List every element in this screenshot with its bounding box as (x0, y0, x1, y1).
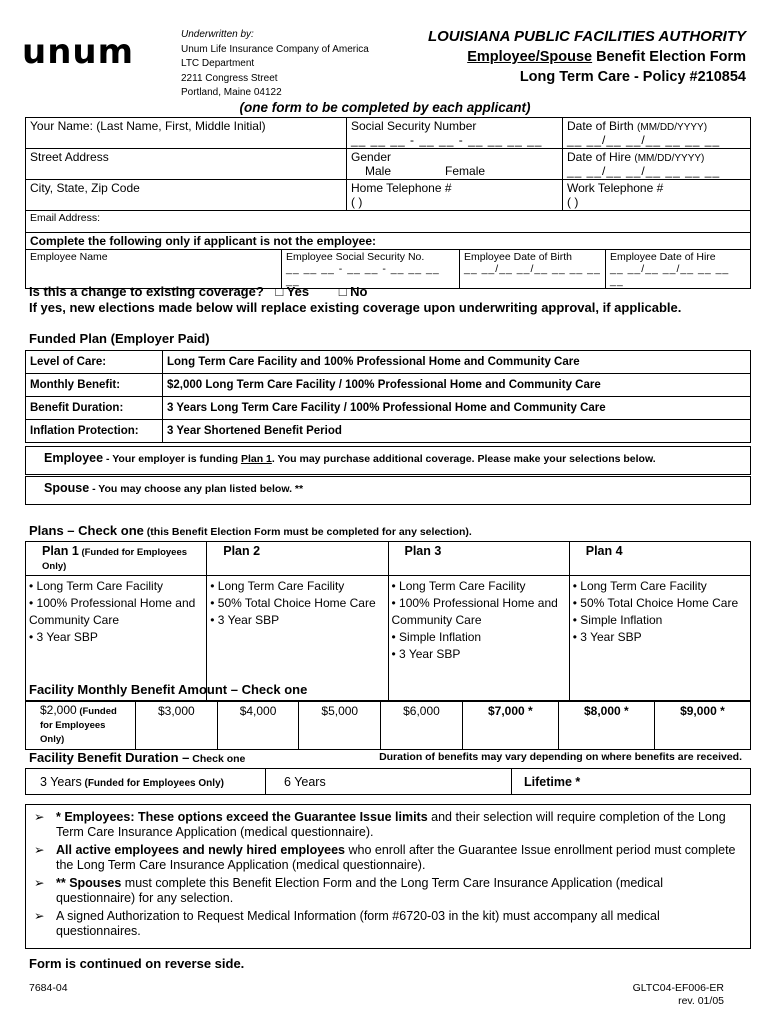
list-item: ➢ ** Spouses must complete this Benefit Election Form and the Long Term Care Insurance Application (medical questionnaire) for any selection. (34, 876, 664, 905)
arrow-bullet-icon: ➢ (34, 843, 45, 857)
table-row: Inflation Protection: 3 Year Shortened Benefit Period (26, 420, 751, 443)
amount-5000-option[interactable]: $5,000 (299, 701, 381, 750)
monthly-benefit-table (25, 700, 751, 750)
street-field[interactable]: Street Address (26, 149, 347, 180)
female-option[interactable]: Female (445, 164, 486, 178)
amount-9000-option[interactable]: $9,000 * (654, 701, 750, 750)
duration-heading: Facility Benefit Duration – Check one (29, 750, 246, 765)
amount-8000-option[interactable]: $8,000 * (558, 701, 654, 750)
duration-6-years-option[interactable]: 6 Years (266, 769, 512, 795)
plan-4-details: • Long Term Care Facility • 50% Total Choice Home Care • Simple Inflation • 3 Year SBP (569, 576, 750, 702)
policy-title: Long Term Care - Policy #210854 (519, 69, 746, 85)
subtitle-rest: Benefit Election Form (592, 49, 746, 65)
employee-ssn-field[interactable]: Employee Social Security No. __ __ __ - __ __ - __ __ __ __ (282, 250, 460, 289)
list-item: ➢ All active employees and newly hired employees who enroll after the Guarantee Issue enrollment period must complete the Long Term Care Insurance Application (medical questionnaire). (34, 843, 736, 872)
change-no-checkbox[interactable]: □ No (338, 284, 368, 299)
employee-heading: Complete the following only if applicant is not the employee: (26, 233, 751, 250)
form-subtitle (428, 49, 746, 65)
underwriter-line: Unum Life Insurance Company of America (181, 43, 369, 55)
applicant-table (25, 117, 751, 233)
funded-plan-heading: Funded Plan (Employer Paid) (29, 331, 210, 346)
plans-heading: Plans – Check one (this Benefit Election Form must be completed for any selection). (29, 523, 472, 538)
male-option[interactable]: Male (365, 164, 392, 178)
duration-lifetime-option[interactable]: Lifetime * (512, 769, 751, 795)
employee-hire-field[interactable]: Employee Date of Hire __ __/__ __/__ __ __ __ (606, 250, 751, 289)
email-field[interactable]: Email Address: (26, 211, 751, 233)
amount-4000-option[interactable]: $4,000 (217, 701, 299, 750)
plan-2-option[interactable]: Plan 2 (207, 542, 388, 576)
plan-1-details: • Long Term Care Facility • 100% Professional Home and Community Care • 3 Year SBP (26, 576, 207, 702)
amount-2000-option[interactable]: $2,000 (Funded for Employees Only) (26, 701, 136, 750)
arrow-bullet-icon: ➢ (34, 810, 45, 824)
plan-2-details: • Long Term Care Facility • 50% Total Choice Home Care • 3 Year SBP (207, 576, 388, 702)
underwriter-address (181, 28, 369, 101)
underwriter-line: Portland, Maine 04122 (181, 87, 282, 98)
work-phone-field[interactable]: Work Telephone # ( ) (563, 180, 751, 211)
one-form-note: (one form to be completed by each applicant) (239, 100, 531, 115)
amount-6000-option[interactable]: $6,000 (381, 701, 463, 750)
unum-logo: unum (22, 32, 135, 72)
change-yes-checkbox[interactable]: □ Yes (275, 284, 310, 299)
plan-3-option[interactable]: Plan 3 (388, 542, 569, 576)
list-item: ➢ * Employees: These options exceed the Guarantee Issue limits and their selection will require completion of the Long Term Care Insurance Application (medical questionnaire). (34, 810, 726, 839)
form-header (428, 28, 746, 85)
hire-field[interactable]: Date of Hire (MM/DD/YYYY) __ __/__ __/__ __ __ __ (563, 149, 751, 180)
underwriter-line: 2211 Congress Street (181, 72, 278, 84)
subtitle-underlined: Employee/Spouse (467, 49, 593, 65)
continued-note: Form is continued on reverse side. (29, 956, 245, 971)
plan-3-details: • Long Term Care Facility • 100% Professional Home and Community Care • Simple Inflation • 3 Year SBP (388, 576, 569, 702)
employee-dob-field[interactable]: Employee Date of Birth __ __/__ __/__ __ __ __ (460, 250, 606, 289)
gender-field[interactable]: Gender Male Female (347, 149, 563, 180)
duration-table (25, 768, 751, 795)
arrow-bullet-icon: ➢ (34, 909, 45, 923)
spouse-box: Spouse - You may choose any plan listed below. ** (25, 476, 751, 505)
ssn-field[interactable]: Social Security Number __ __ __ - __ __ - __ __ __ __ (347, 118, 563, 149)
duration-note: Duration of benefits may vary depending on where benefits are received. (379, 751, 742, 763)
amount-7000-option[interactable]: $7,000 * (462, 701, 558, 750)
underwriter-line: LTC Department (181, 58, 255, 69)
change-note: If yes, new elections made below will replace existing coverage upon underwriting approval, if applicable. (29, 300, 682, 315)
dob-field[interactable]: Date of Birth (MM/DD/YYYY) __ __/__ __/__ __ __ __ (563, 118, 751, 149)
table-row: Monthly Benefit: $2,000 Long Term Care Facility / 100% Professional Home and Community Care (26, 374, 751, 397)
table-row: Benefit Duration: 3 Years Long Term Care Facility / 100% Professional Home and Community Care (26, 397, 751, 420)
form-title: LOUISIANA PUBLIC FACILITIES AUTHORITY (427, 28, 746, 45)
employee-funding-box: Employee - Your employer is funding Plan 1. You may purchase additional coverage. Please make your selections below. (25, 446, 751, 475)
duration-3-years-option[interactable]: 3 Years (Funded for Employees Only) (26, 769, 266, 795)
arrow-bullet-icon: ➢ (34, 876, 45, 890)
amount-3000-option[interactable]: $3,000 (136, 701, 218, 750)
form-number: 7684-04 (29, 982, 68, 994)
notes-box (25, 804, 751, 949)
form-code: GLTC04-EF006-ER rev. 01/05 (632, 982, 724, 1007)
table-row: Level of Care: Long Term Care Facility and 100% Professional Home and Community Care (26, 351, 751, 374)
city-field[interactable]: City, State, Zip Code (26, 180, 347, 211)
monthly-benefit-heading: Facility Monthly Benefit Amount – Check one (29, 682, 308, 697)
list-item: ➢ A signed Authorization to Request Medical Information (form #6720-03 in the kit) must accompany all medical questionnaires. (34, 909, 660, 938)
name-field[interactable]: Your Name: (Last Name, First, Middle Initial) (26, 118, 347, 149)
employee-name-field[interactable]: Employee Name (26, 250, 282, 289)
plan-1-option[interactable]: Plan 1 (Funded for Employees Only) (26, 542, 207, 576)
funded-plan-table (25, 350, 751, 443)
change-question: Is this a change to existing coverage? □ Yes □ No (29, 284, 368, 299)
underwritten-by: Underwritten by: (181, 29, 254, 40)
employee-table (25, 232, 751, 289)
plan-4-option[interactable]: Plan 4 (569, 542, 750, 576)
plans-table (25, 541, 751, 702)
home-phone-field[interactable]: Home Telephone # ( ) (347, 180, 563, 211)
